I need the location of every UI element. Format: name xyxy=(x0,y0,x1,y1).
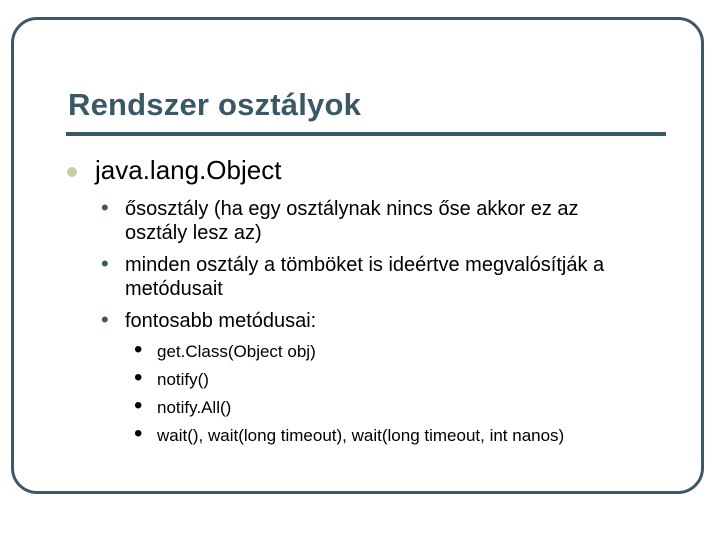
bullet-level1: java.lang.Object xyxy=(95,155,282,185)
bullet-text: fontosabb metódusai: xyxy=(125,310,317,332)
bullet-text: get.Class(Object obj) xyxy=(157,342,316,361)
title-underline xyxy=(66,132,666,136)
bullet-dot-icon: • xyxy=(134,392,143,419)
slide-title: Rendszer osztályok xyxy=(68,87,362,122)
bullet-text: notify.All() xyxy=(157,398,232,417)
bullet-dot-icon: • xyxy=(134,336,143,363)
bullet-text: wait(), wait(long timeout), wait(long timeout, int nanos) xyxy=(157,426,565,445)
bullet-dot-icon xyxy=(67,167,77,177)
bullet-dot-icon: • xyxy=(101,195,109,220)
bullet-text: ősosztály (ha egy osztálynak nincs őse akkor ez az osztály lesz az) xyxy=(125,198,579,244)
bullet-dot-icon: • xyxy=(134,364,143,391)
bullet-dot-icon: • xyxy=(101,307,109,332)
bullet-text: minden osztály a tömböket is ideértve megvalósítják a metódusait xyxy=(125,254,605,300)
bullet-dot-icon: • xyxy=(101,251,109,276)
bullet-dot-icon: • xyxy=(134,420,143,447)
bullet-text: notify() xyxy=(157,370,209,389)
